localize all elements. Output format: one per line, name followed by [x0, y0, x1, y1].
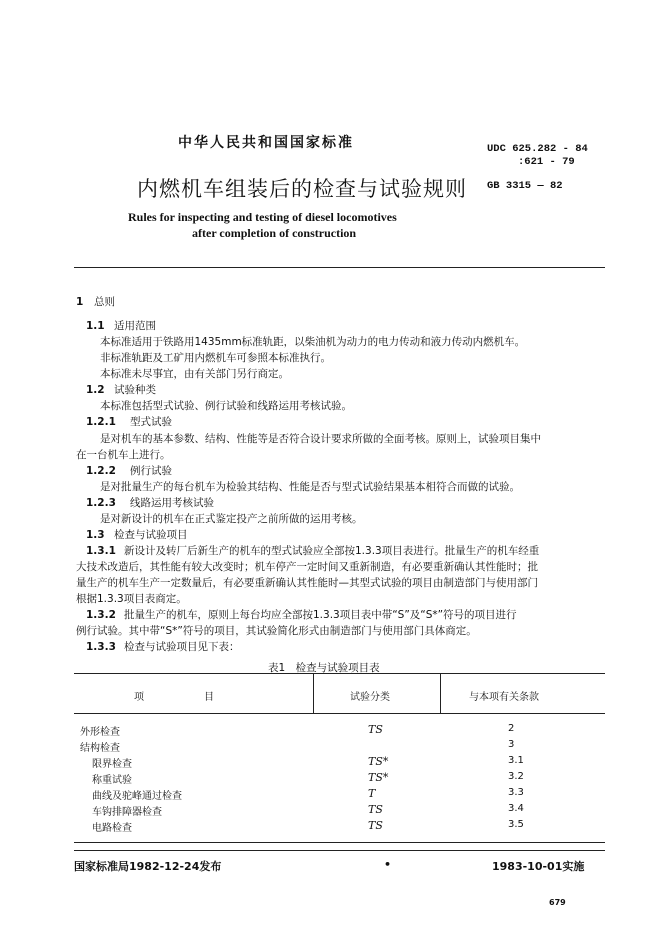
paragraph: 是对机车的基本参数、结构、性能等是否符合设计要求所做的全面考核。原则上，试验项目集中 [100, 433, 541, 445]
paragraph: 量生产的机车生产一定数量后，有必要重新确认其性能时—其型式试验的项目由制造部门与使用部门 [76, 577, 538, 589]
table-cell-item: 外形检查 [80, 727, 120, 738]
table-cell-item: 车钩排障器检查 [92, 807, 162, 818]
table-caption: 表1 检查与试验项目表 [268, 662, 380, 674]
document-title-cn: 内燃机车组装后的检查与试验规则 [137, 177, 467, 201]
udc-code-line2: :621 - 79 [518, 156, 575, 168]
table-cell-item: 结构检查 [80, 743, 120, 754]
gb-standard-number: GB 3315 — 82 [487, 180, 563, 192]
table-cell-item: 曲线及驼峰通过检查 [92, 791, 182, 802]
table-cell-item: 限界检查 [92, 759, 132, 770]
section-1-3-2-heading [86, 607, 517, 622]
table-cell-clause: 3.4 [508, 803, 524, 814]
section-1-3-1-heading [86, 543, 539, 558]
effective-date: 1983-10-01实施 [492, 860, 585, 873]
section-title: 总则 [94, 296, 115, 308]
section-1-2-3-heading [86, 495, 214, 510]
section-number: 1.1 [86, 320, 105, 332]
paragraph: 例行试验。其中带“S*”符号的项目，其试验简化形式由制造部门与使用部门具体商定。 [76, 625, 477, 637]
paragraph: 大技术改造后，其性能有较大改变时；机车停产一定时间又重新制造，有必要重新确认其性能时；批 [76, 561, 538, 573]
section-1-1-heading [86, 318, 156, 333]
section-1-3-3-heading [86, 639, 240, 654]
paragraph: 检查与试验项目见下表： [124, 641, 240, 653]
table-cell-class: TS [368, 723, 383, 736]
table-column-divider [313, 673, 314, 713]
document-title-en-line1: Rules for inspecting and testing of diesel locomotives [128, 210, 397, 224]
table-cell-clause: 2 [508, 723, 515, 734]
section-number: 1.2.2 [86, 465, 116, 477]
table-cell-clause: 3.1 [508, 755, 524, 766]
table-cell-clause: 3.3 [508, 787, 524, 798]
footer-dot: • [384, 858, 392, 871]
section-1-heading [76, 294, 115, 309]
paragraph: 根据1.3.3项目表商定。 [76, 593, 187, 605]
issue-date: 国家标准局1982-12-24发布 [74, 860, 222, 873]
section-number: 1.3.3 [86, 641, 116, 653]
table-cell-class: TS* [368, 771, 389, 784]
table-cell-class: TS [368, 803, 383, 816]
section-number: 1 [76, 296, 84, 308]
table-cell-clause: 3 [508, 739, 515, 750]
section-title: 检查与试验项目 [114, 529, 188, 541]
paragraph: 新设计及转厂后新生产的机车的型式试验应全部按1.3.3项目表进行。批量生产的机车经重 [124, 545, 540, 557]
section-number: 1.2.1 [86, 416, 116, 428]
table-cell-clause: 3.2 [508, 771, 524, 782]
table-bottom-border [74, 842, 605, 843]
section-title: 适用范围 [114, 320, 156, 332]
document-title-en-line2: after completion of construction [192, 226, 357, 240]
paragraph: 是对新设计的机车在正式鉴定投产之前所做的运用考核。 [100, 513, 363, 525]
section-number: 1.3.2 [86, 609, 116, 621]
table-header-class: 试验分类 [350, 692, 390, 703]
section-number: 1.2.3 [86, 497, 116, 509]
inspection-items-table [74, 673, 605, 843]
header-divider [74, 267, 605, 268]
table-cell-class: T [368, 787, 376, 800]
table-top-border [74, 673, 605, 674]
section-1-2-2-heading [86, 463, 172, 478]
footer-divider [74, 850, 605, 851]
table-cell-item: 电路检查 [92, 823, 132, 834]
table-cell-item: 称重试验 [92, 775, 132, 786]
table-cell-class: TS [368, 819, 383, 832]
table-header-item: 项 目 [134, 692, 214, 703]
table-cell-class: TS* [368, 755, 389, 768]
table-cell-clause: 3.5 [508, 819, 524, 830]
paragraph: 非标准轨距及工矿用内燃机车可参照本标准执行。 [100, 352, 331, 364]
paragraph: 批量生产的机车，原则上每台均应全部按1.3.3项目表中带“S”及“S*”符号的项目进行 [124, 609, 517, 621]
national-standard-heading: 中华人民共和国国家标准 [178, 135, 354, 151]
section-number: 1.3 [86, 529, 105, 541]
table-column-divider [440, 673, 441, 713]
section-1-3-heading [86, 527, 188, 542]
paragraph: 本标准未尽事宜，由有关部门另行商定。 [100, 368, 289, 380]
paragraph: 在一台机车上进行。 [76, 449, 171, 461]
section-title: 试验种类 [114, 384, 156, 396]
paragraph: 是对批量生产的每台机车为检验其结构、性能是否与型式试验结果基本相符合而做的试验。 [100, 481, 520, 493]
section-title: 线路运用考核试验 [130, 497, 214, 509]
section-1-2-heading [86, 382, 156, 397]
paragraph: 本标准适用于铁路用1435mm标准轨距，以柴油机为动力的电力传动和液力传动内燃机车。 [100, 336, 526, 348]
page-number: 679 [549, 898, 566, 907]
section-number: 1.2 [86, 384, 105, 396]
paragraph: 本标准包括型式试验、例行试验和线路运用考核试验。 [100, 400, 352, 412]
section-title: 例行试验 [130, 465, 172, 477]
section-title: 型式试验 [130, 416, 172, 428]
section-number: 1.3.1 [86, 545, 116, 557]
table-header-border [74, 713, 605, 714]
udc-code-line1: UDC 625.282 - 84 [487, 143, 588, 155]
table-header-clause: 与本项有关条款 [469, 692, 539, 703]
section-1-2-1-heading [86, 414, 172, 429]
